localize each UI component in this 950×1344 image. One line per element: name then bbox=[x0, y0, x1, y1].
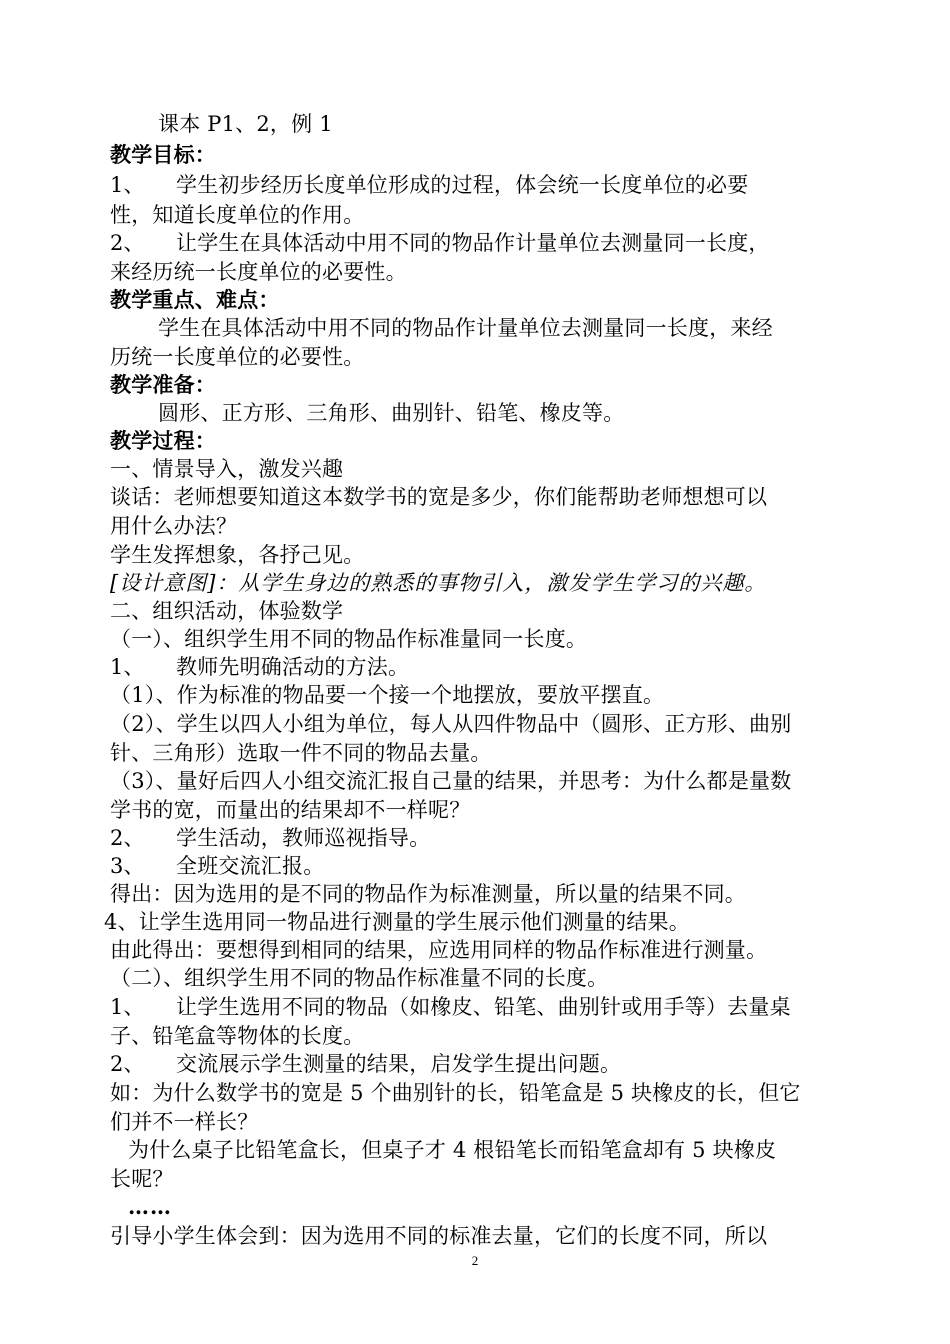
preparation-text: 圆形、正方形、三角形、曲别针、铅笔、橡皮等。 bbox=[158, 401, 625, 425]
list-number: 1、 bbox=[110, 655, 145, 679]
rule-2-cont: 针、三角形）选取一件不同的物品去量。 bbox=[110, 741, 492, 765]
subsection-1-title: （一）、组织学生用不同的物品作标准量同一长度。 bbox=[110, 627, 588, 651]
step-1-text: 教师先明确活动的方法。 bbox=[176, 655, 410, 679]
talk-text: 谈话：老师想要知道这本数学书的宽是多少，你们能帮助老师想想可以 bbox=[110, 485, 768, 509]
activity-2 bbox=[110, 1048, 845, 1080]
goal-item-2-cont: 来经历统一长度单位的必要性。 bbox=[110, 260, 407, 284]
rule-3-cont: 学书的宽，而量出的结果却不一样呢？ bbox=[110, 798, 471, 822]
conclusion-2: 由此得出：要想得到相同的结果，应选用同样的物品作标准进行测量。 bbox=[110, 938, 768, 962]
goal-item-2-text: 让学生在具体活动中用不同的物品作计量单位去测量同一长度， bbox=[176, 231, 770, 255]
activity-2-text: 交流展示学生测量的结果，启发学生提出问题。 bbox=[176, 1052, 622, 1076]
goal-item-1 bbox=[110, 169, 845, 201]
key-points-text: 学生在具体活动中用不同的物品作计量单位去测量同一长度，来经 bbox=[158, 316, 773, 340]
heading-process: 教学过程： bbox=[110, 429, 216, 453]
list-number: 2、 bbox=[110, 231, 145, 255]
heading-key-points: 教学重点、难点： bbox=[110, 288, 280, 312]
section-2-title: 二、组织活动，体验数学 bbox=[110, 599, 344, 623]
activity-1-cont: 子、铅笔盒等物体的长度。 bbox=[110, 1024, 365, 1048]
guidance-text: 引导小学生体会到：因为选用不同的标准去量，它们的长度不同，所以 bbox=[110, 1224, 768, 1248]
list-number: 3、 bbox=[110, 854, 145, 878]
goal-item-1-cont: 性，知道长度单位的作用。 bbox=[110, 203, 365, 227]
rule-2: （2）、学生以四人小组为单位，每人从四件物品中（圆形、正方形、曲别 bbox=[110, 712, 792, 736]
textbook-reference: 课本 P1、2，例 1 bbox=[158, 112, 333, 136]
list-number: 2、 bbox=[110, 1052, 145, 1076]
section-1-title: 一、情景导入，激发兴趣 bbox=[110, 457, 344, 481]
activity-1 bbox=[110, 991, 845, 1023]
list-number: 1、 bbox=[110, 995, 145, 1019]
student-response: 学生发挥想象，各抒己见。 bbox=[110, 543, 365, 567]
key-points-cont: 历统一长度单位的必要性。 bbox=[110, 345, 365, 369]
goal-item-1-text: 学生初步经历长度单位形成的过程，体会统一长度单位的必要 bbox=[176, 173, 749, 197]
heading-preparation: 教学准备： bbox=[110, 373, 216, 397]
question-2-cont: 长呢？ bbox=[110, 1167, 174, 1191]
step-3-text: 全班交流汇报。 bbox=[176, 854, 325, 878]
rule-3: （3）、量好后四人小组交流汇报自己量的结果，并思考：为什么都是量数 bbox=[110, 769, 792, 793]
page-number: 2 bbox=[471, 1253, 479, 1268]
question-1: 如：为什么数学书的宽是 5 个曲别针的长，铅笔盒是 5 块橡皮的长，但它 bbox=[110, 1081, 801, 1105]
design-intent: [设计意图]：从学生身边的熟悉的事物引入，激发学生学习的兴趣。 bbox=[110, 571, 767, 595]
talk-text-cont: 用什么办法？ bbox=[110, 514, 238, 538]
activity-1-text: 让学生选用不同的物品（如橡皮、铅笔、曲别针或用手等）去量桌 bbox=[176, 995, 791, 1019]
question-2: 为什么桌子比铅笔盒长，但桌子才 4 根铅笔长而铅笔盒却有 5 块橡皮 bbox=[128, 1138, 777, 1162]
step-2-text: 学生活动，教师巡视指导。 bbox=[176, 826, 431, 850]
heading-teaching-goals: 教学目标： bbox=[110, 143, 216, 167]
list-number: 1、 bbox=[110, 173, 145, 197]
subsection-2-title: （二）、组织学生用不同的物品作标准量不同的长度。 bbox=[110, 966, 609, 990]
list-number: 2、 bbox=[110, 826, 145, 850]
goal-item-2 bbox=[110, 227, 845, 259]
ellipsis: …… bbox=[128, 1194, 172, 1219]
conclusion-1: 得出：因为选用的是不同的物品作为标准测量，所以量的结果不同。 bbox=[110, 882, 746, 906]
question-1-cont: 们并不一样长？ bbox=[110, 1110, 259, 1134]
rule-1: （1）、作为标准的物品要一个接一个地摆放，要放平摆直。 bbox=[110, 683, 665, 707]
step-4: 4、让学生选用同一物品进行测量的学生展示他们测量的结果。 bbox=[104, 910, 690, 934]
